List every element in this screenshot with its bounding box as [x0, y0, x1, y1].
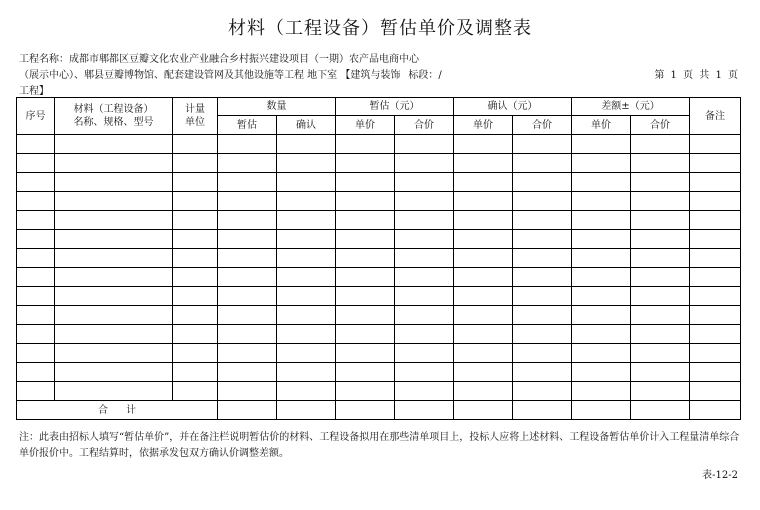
table-cell [631, 287, 690, 306]
table-cell [277, 135, 336, 154]
header-remarks: 备注 [690, 98, 741, 135]
table-cell [55, 173, 173, 192]
footnote: 注：此表由招标人填写“暂估单价”，并在备注栏说明暂估价的材料、工程设备拟用在那些清单项目上，投标人应将上述材料、工程设备暂估单价计入工程量清单综合单价报价中。工程结算时，依据承发包双方确认价调整差额。 [19, 432, 740, 459]
table-cell [17, 211, 55, 230]
table-cell [173, 268, 218, 287]
total-cell [690, 401, 741, 420]
header-unit [173, 98, 218, 135]
table-cell [336, 192, 395, 211]
table-cell [336, 325, 395, 344]
table-cell [277, 363, 336, 382]
table-cell [55, 192, 173, 211]
table-cell [336, 363, 395, 382]
table-cell [395, 154, 454, 173]
table-cell [277, 325, 336, 344]
table-row [17, 287, 741, 306]
table-cell [55, 211, 173, 230]
table-cell [631, 325, 690, 344]
table-cell [277, 249, 336, 268]
table-cell [17, 325, 55, 344]
table-cell [513, 154, 572, 173]
table-cell [572, 344, 631, 363]
table-cell [572, 154, 631, 173]
header-estimated-total-price: 合价 [395, 116, 454, 135]
table-cell [631, 249, 690, 268]
total-cell [395, 401, 454, 420]
table-cell [513, 325, 572, 344]
table-cell [513, 192, 572, 211]
table-cell [572, 192, 631, 211]
total-label [17, 401, 218, 420]
table-cell [395, 287, 454, 306]
table-row [17, 135, 741, 154]
table-cell [17, 135, 55, 154]
table-row [17, 230, 741, 249]
total-cell [336, 401, 395, 420]
table-cell [631, 363, 690, 382]
table-cell [173, 135, 218, 154]
table-cell [17, 154, 55, 173]
table-cell [173, 325, 218, 344]
table-cell [395, 135, 454, 154]
header-seq: 序号 [17, 98, 55, 135]
table-cell [55, 268, 173, 287]
table-cell [277, 382, 336, 401]
total-cell [631, 401, 690, 420]
header-material-line-1: 材料（工程设备） [73, 104, 154, 115]
table-cell [218, 230, 277, 249]
table-cell [690, 154, 741, 173]
table-cell [454, 192, 513, 211]
table-cell [277, 211, 336, 230]
table-cell [218, 344, 277, 363]
total-cell [277, 401, 336, 420]
table-cell [395, 268, 454, 287]
table-cell [55, 154, 173, 173]
table-cell [395, 344, 454, 363]
table-cell [17, 363, 55, 382]
header-difference: 差额±（元） [572, 98, 690, 116]
table-cell [631, 230, 690, 249]
table-cell [572, 363, 631, 382]
table-cell [336, 382, 395, 401]
header-confirmed-unit-price: 单价 [454, 116, 513, 135]
table-cell [277, 268, 336, 287]
header-estimated-unit-price: 单价 [336, 116, 395, 135]
header-quantity: 数量 [218, 98, 336, 116]
header-unit-line-1: 计量 [185, 104, 205, 115]
total-cell [454, 401, 513, 420]
table-cell [218, 287, 277, 306]
table-cell [513, 268, 572, 287]
table-cell [218, 325, 277, 344]
table-cell [395, 325, 454, 344]
table-cell [173, 154, 218, 173]
table-cell [572, 135, 631, 154]
header-difference-unit-price: 单价 [572, 116, 631, 135]
table-cell [55, 135, 173, 154]
table-cell [17, 230, 55, 249]
table-cell [690, 344, 741, 363]
header-row-1 [17, 98, 741, 116]
table-cell [336, 173, 395, 192]
table-cell [454, 382, 513, 401]
table-cell [513, 230, 572, 249]
table-cell [218, 268, 277, 287]
project-name-line-1: 工程名称：成都市郫都区豆瓣文化农业产业融合乡村振兴建设项目（一期）农产品电商中心 [19, 54, 419, 65]
table-cell [690, 306, 741, 325]
table-cell [631, 306, 690, 325]
table-cell [277, 306, 336, 325]
table-cell [454, 135, 513, 154]
table-cell [572, 287, 631, 306]
table-cell [395, 382, 454, 401]
table-cell [572, 249, 631, 268]
table-cell [631, 154, 690, 173]
table-cell [454, 249, 513, 268]
table-cell [336, 211, 395, 230]
total-label-he: 合 [98, 404, 108, 416]
table-cell [454, 325, 513, 344]
section-label: 标段：/ [408, 70, 442, 81]
table-cell [55, 230, 173, 249]
table-cell [454, 306, 513, 325]
table-cell [173, 363, 218, 382]
table-cell [55, 344, 173, 363]
table-cell [17, 382, 55, 401]
table-cell [690, 173, 741, 192]
table-row [17, 268, 741, 287]
table-cell [17, 268, 55, 287]
table-cell [17, 344, 55, 363]
table-cell [395, 192, 454, 211]
table-row [17, 173, 741, 192]
table-cell [395, 173, 454, 192]
total-label-ji: 计 [126, 404, 136, 416]
table-row [17, 211, 741, 230]
table-cell [55, 363, 173, 382]
table-cell [572, 306, 631, 325]
table-cell [513, 344, 572, 363]
table-cell [513, 287, 572, 306]
table-cell [218, 363, 277, 382]
table-cell [454, 268, 513, 287]
table-cell [17, 287, 55, 306]
table-row [17, 382, 741, 401]
table-cell [631, 344, 690, 363]
table-cell [336, 230, 395, 249]
table-cell [454, 363, 513, 382]
table-cell [572, 230, 631, 249]
table-cell [55, 249, 173, 268]
table-cell [218, 154, 277, 173]
price-adjustment-table [16, 97, 741, 420]
table-cell [395, 363, 454, 382]
table-cell [173, 173, 218, 192]
table-cell [336, 249, 395, 268]
table-cell [395, 230, 454, 249]
table-cell [513, 173, 572, 192]
page-number: 第 1 页 共 1 页 [654, 70, 738, 81]
table-cell [513, 211, 572, 230]
table-cell [218, 249, 277, 268]
table-row [17, 249, 741, 268]
table-cell [173, 211, 218, 230]
table-cell [690, 192, 741, 211]
table-cell [513, 306, 572, 325]
project-name-line-2-text: （展示中心）、郫县豆瓣博物馆、配套建设管网及其他设施等工程 地下室 【建筑与装饰 [19, 70, 401, 81]
table-row [17, 325, 741, 344]
table-cell [17, 192, 55, 211]
table-cell [395, 249, 454, 268]
table-cell [454, 173, 513, 192]
table-cell [454, 154, 513, 173]
table-cell [513, 363, 572, 382]
table-cell [631, 268, 690, 287]
table-cell [513, 135, 572, 154]
table-cell [690, 287, 741, 306]
table-cell [277, 192, 336, 211]
table-row [17, 363, 741, 382]
table-row [17, 192, 741, 211]
total-cell [572, 401, 631, 420]
header-confirmed: 确认（元） [454, 98, 572, 116]
project-name-line-3: 工程】 [19, 86, 49, 97]
table-cell [454, 211, 513, 230]
header-material-line-2: 名称、规格、型号 [73, 117, 154, 128]
table-row [17, 306, 741, 325]
table-cell [277, 230, 336, 249]
table-cell [173, 230, 218, 249]
table-cell [218, 211, 277, 230]
table-cell [513, 382, 572, 401]
table-cell [218, 306, 277, 325]
table-cell [173, 249, 218, 268]
table-cell [55, 287, 173, 306]
table-cell [631, 135, 690, 154]
table-cell [218, 192, 277, 211]
table-cell [17, 306, 55, 325]
table-cell [336, 268, 395, 287]
table-cell [55, 306, 173, 325]
header-difference-total-price: 合价 [631, 116, 690, 135]
table-cell [55, 325, 173, 344]
header-estimated: 暂估（元） [336, 98, 454, 116]
table-cell [173, 306, 218, 325]
table-cell [173, 382, 218, 401]
total-row [17, 401, 741, 420]
table-cell [690, 249, 741, 268]
table-cell [17, 249, 55, 268]
table-cell [454, 230, 513, 249]
table-cell [395, 306, 454, 325]
table-cell [690, 325, 741, 344]
table-cell [173, 344, 218, 363]
table-cell [277, 287, 336, 306]
table-cell [218, 173, 277, 192]
header-confirmed-total-price: 合价 [513, 116, 572, 135]
table-cell [690, 363, 741, 382]
form-code: 表-12-2 [702, 470, 738, 481]
table-cell [277, 173, 336, 192]
total-cell [218, 401, 277, 420]
table-cell [690, 382, 741, 401]
table-cell [336, 344, 395, 363]
table-cell [277, 344, 336, 363]
table-row [17, 154, 741, 173]
table-cell [454, 344, 513, 363]
table-cell [277, 154, 336, 173]
table-cell [690, 230, 741, 249]
header-quantity-estimated: 暂估 [218, 116, 277, 135]
table-cell [572, 211, 631, 230]
table-cell [336, 154, 395, 173]
table-cell [218, 382, 277, 401]
table-cell [631, 382, 690, 401]
table-cell [572, 173, 631, 192]
table-cell [631, 211, 690, 230]
page-title: 材料（工程设备）暂估单价及调整表 [228, 18, 532, 39]
header-unit-line-2: 单位 [185, 117, 205, 128]
table-cell [631, 192, 690, 211]
table-cell [173, 192, 218, 211]
table-body [17, 135, 741, 401]
table-cell [395, 211, 454, 230]
table-cell [336, 287, 395, 306]
header-quantity-confirmed: 确认 [277, 116, 336, 135]
table-cell [690, 135, 741, 154]
table-cell [572, 325, 631, 344]
table-cell [55, 382, 173, 401]
table-cell [572, 382, 631, 401]
project-name-line-2 [19, 66, 442, 81]
table-cell [454, 287, 513, 306]
table-cell [572, 268, 631, 287]
header-material [55, 98, 173, 135]
table-cell [690, 211, 741, 230]
table-row [17, 344, 741, 363]
table-cell [336, 135, 395, 154]
table-cell [336, 306, 395, 325]
table-cell [513, 249, 572, 268]
total-cell [513, 401, 572, 420]
table-cell [17, 173, 55, 192]
table-cell [218, 135, 277, 154]
table-cell [690, 268, 741, 287]
table-cell [173, 287, 218, 306]
table-cell [631, 173, 690, 192]
